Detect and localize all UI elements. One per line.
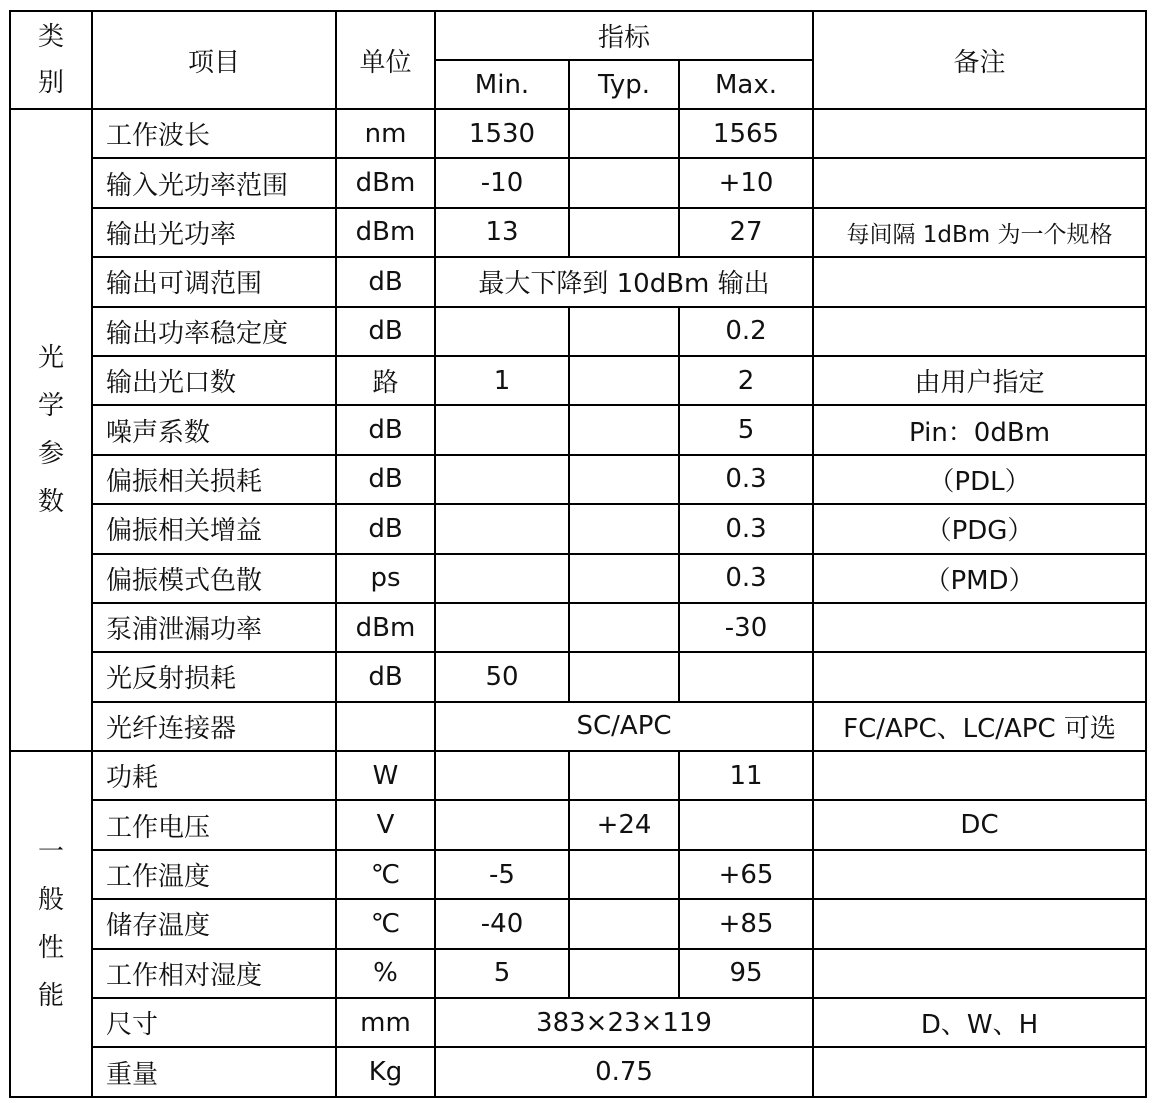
note-cell: Pin：0dBm [813,405,1146,454]
table-row [10,307,1146,356]
note-cell: DC [813,800,1146,849]
max-cell: 1565 [679,109,813,158]
table-row [10,208,1146,257]
unit-cell: ps [336,554,435,603]
note-cell [813,751,1146,800]
unit-cell: ℃ [336,899,435,948]
min-cell: -10 [435,158,569,207]
min-cell [435,751,569,800]
max-cell: 11 [679,751,813,800]
typ-cell: +24 [569,800,679,849]
note-cell [813,1047,1146,1096]
table-row [10,257,1146,306]
note-cell: （PDG） [813,504,1146,553]
min-cell: 13 [435,208,569,257]
unit-cell: nm [336,109,435,158]
table-row [10,356,1146,405]
header-note: 备注 [813,11,1146,109]
unit-cell: dB [336,257,435,306]
unit-cell: dB [336,652,435,701]
unit-cell: dB [336,455,435,504]
max-cell: 2 [679,356,813,405]
max-cell: +10 [679,158,813,207]
typ-cell [569,158,679,207]
note-cell [813,158,1146,207]
header-item: 项目 [92,11,336,109]
unit-cell: dBm [336,208,435,257]
item-cell: 输出功率稳定度 [92,307,336,356]
unit-cell: ℃ [336,850,435,899]
unit-cell: dB [336,504,435,553]
header-unit: 单位 [336,11,435,109]
unit-cell: dB [336,405,435,454]
unit-cell: % [336,949,435,998]
min-cell [435,554,569,603]
min-cell [435,504,569,553]
table-row [10,109,1146,158]
min-cell: 50 [435,652,569,701]
unit-cell: dBm [336,158,435,207]
min-cell: 5 [435,949,569,998]
item-cell: 功耗 [92,751,336,800]
table-row [10,158,1146,207]
max-cell: 0.3 [679,554,813,603]
min-cell [435,307,569,356]
max-cell: 5 [679,405,813,454]
table-row [10,751,1146,800]
item-cell: 工作相对湿度 [92,949,336,998]
max-cell [679,652,813,701]
item-cell: 输出光口数 [92,356,336,405]
min-cell: 1 [435,356,569,405]
min-cell [435,405,569,454]
unit-cell: Kg [336,1047,435,1096]
typ-cell [569,405,679,454]
typ-cell [569,307,679,356]
item-cell: 尺寸 [92,998,336,1047]
table-row [10,998,1146,1047]
note-cell [813,949,1146,998]
note-cell [813,603,1146,652]
min-cell: -5 [435,850,569,899]
table-row [10,603,1146,652]
typ-cell [569,850,679,899]
spec-merged-cell: 最大下降到 10dBm 输出 [435,257,813,306]
table-row [10,800,1146,849]
item-cell: 工作温度 [92,850,336,899]
typ-cell [569,751,679,800]
note-cell: （PMD） [813,554,1146,603]
min-cell: -40 [435,899,569,948]
item-cell: 泵浦泄漏功率 [92,603,336,652]
max-cell: +85 [679,899,813,948]
header-category [10,11,92,109]
table-row [10,1047,1146,1096]
item-cell: 光反射损耗 [92,652,336,701]
header-category-label: 类别 [37,22,64,98]
item-cell: 重量 [92,1047,336,1096]
typ-cell [569,603,679,652]
item-cell: 噪声系数 [92,405,336,454]
item-cell: 储存温度 [92,899,336,948]
unit-cell: W [336,751,435,800]
min-cell [435,603,569,652]
header-row-1 [10,11,1146,60]
unit-cell: V [336,800,435,849]
header-max: Max. [679,60,813,109]
min-cell [435,455,569,504]
spec-table [9,10,1147,1098]
unit-cell: mm [336,998,435,1047]
typ-cell [569,652,679,701]
max-cell: 0.3 [679,455,813,504]
typ-cell [569,554,679,603]
min-cell [435,800,569,849]
category-optical [10,109,92,751]
item-cell: 输出可调范围 [92,257,336,306]
item-cell: 光纤连接器 [92,702,336,751]
note-cell: 由用户指定 [813,356,1146,405]
spec-merged-cell: 383×23×119 [435,998,813,1047]
note-cell [813,899,1146,948]
typ-cell [569,356,679,405]
table-row [10,652,1146,701]
category-label: 一般性能 [37,836,64,1011]
typ-cell [569,899,679,948]
item-cell: 偏振模式色散 [92,554,336,603]
typ-cell [569,109,679,158]
note-cell: 每间隔 1dBm 为一个规格 [813,208,1146,257]
header-spec: 指标 [435,11,813,60]
header-min: Min. [435,60,569,109]
table-row [10,455,1146,504]
category-general [10,751,92,1097]
item-cell: 工作电压 [92,800,336,849]
table-row [10,899,1146,948]
category-label: 光学参数 [37,343,64,518]
item-cell: 输入光功率范围 [92,158,336,207]
max-cell: 0.2 [679,307,813,356]
note-cell: FC/APC、LC/APC 可选 [813,702,1146,751]
max-cell [679,800,813,849]
max-cell: 95 [679,949,813,998]
unit-cell: 路 [336,356,435,405]
unit-cell [336,702,435,751]
item-cell: 输出光功率 [92,208,336,257]
typ-cell [569,208,679,257]
min-cell: 1530 [435,109,569,158]
note-cell [813,850,1146,899]
note-cell [813,109,1146,158]
typ-cell [569,949,679,998]
note-cell [813,652,1146,701]
spec-merged-cell: SC/APC [435,702,813,751]
item-cell: 偏振相关增益 [92,504,336,553]
table-row [10,504,1146,553]
max-cell: -30 [679,603,813,652]
table-row [10,554,1146,603]
table-row [10,702,1146,751]
spec-merged-cell: 0.75 [435,1047,813,1096]
note-cell [813,257,1146,306]
note-cell: （PDL） [813,455,1146,504]
typ-cell [569,504,679,553]
max-cell: 0.3 [679,504,813,553]
unit-cell: dB [336,307,435,356]
table-row [10,949,1146,998]
note-cell: D、W、H [813,998,1146,1047]
max-cell: +65 [679,850,813,899]
item-cell: 工作波长 [92,109,336,158]
unit-cell: dBm [336,603,435,652]
note-cell [813,307,1146,356]
header-typ: Typ. [569,60,679,109]
table-row [10,850,1146,899]
item-cell: 偏振相关损耗 [92,455,336,504]
table-row [10,405,1146,454]
max-cell: 27 [679,208,813,257]
typ-cell [569,455,679,504]
